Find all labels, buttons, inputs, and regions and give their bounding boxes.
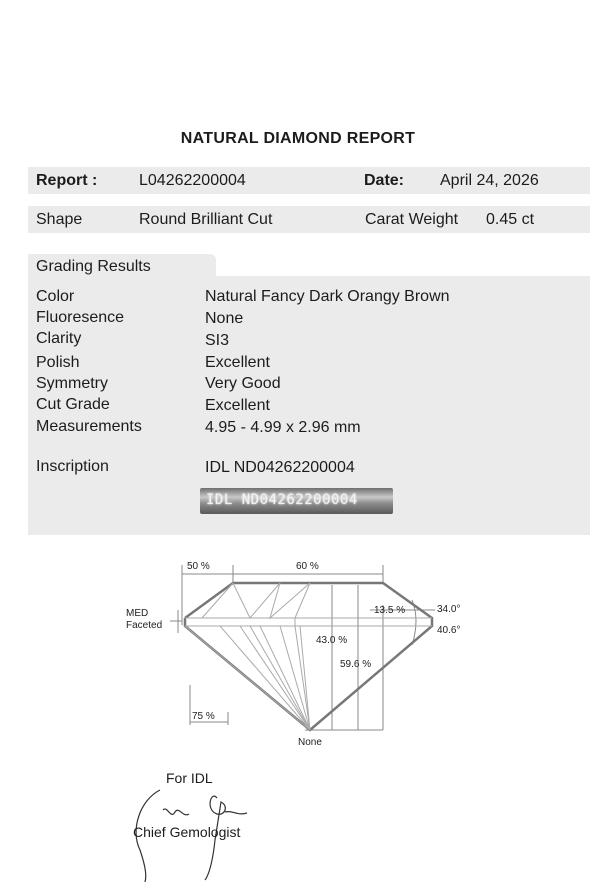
report-number: L04262200004 [139, 172, 246, 189]
report-title: NATURAL DIAMOND REPORT [180, 130, 416, 147]
carat-label: Carat Weight [365, 211, 459, 228]
report-header-band [28, 167, 590, 194]
signature-stroke-4 [225, 812, 247, 814]
grading-section-title: Grading Results [36, 258, 151, 275]
pavilion-facets [220, 626, 310, 730]
chief-gemologist-label: Chief Gemologist [133, 824, 241, 840]
cut-grade-value: Excellent [205, 397, 270, 414]
clarity-value: SI3 [205, 332, 230, 349]
girdle-inscription-engraving: IDL ND04262200004 [206, 492, 358, 508]
proportions-diagram [120, 555, 480, 755]
color-label: Color [36, 288, 75, 305]
color-value: Natural Fancy Dark Orangy Brown [205, 288, 450, 305]
shape-label: Shape [36, 211, 83, 228]
signature-stroke-2 [163, 809, 189, 815]
girdle-label-line1: MED [126, 608, 149, 619]
polish-label: Polish [36, 354, 80, 371]
total-depth-label: 59.6 % [340, 659, 372, 670]
date-value: April 24, 2026 [440, 172, 539, 189]
inscription-label: Inscription [36, 458, 109, 475]
fluorescence-value: None [205, 310, 244, 327]
crown-facet-star [202, 583, 233, 618]
pavilion-angle-label: 40.6° [437, 625, 461, 636]
fluorescence-label: Fluoresence [36, 309, 125, 326]
polish-value: Excellent [205, 354, 270, 371]
symmetry-label: Symmetry [36, 375, 108, 392]
crown-start-label: 50 % [187, 561, 210, 572]
table-label: 60 % [296, 561, 319, 572]
crown-height-label: 13.5 % [374, 605, 406, 616]
crown-angle-label: 34.0° [437, 604, 461, 615]
date-label: Date: [364, 172, 405, 189]
measurements-value: 4.95 - 4.99 x 2.96 mm [205, 419, 361, 436]
symmetry-value: Very Good [205, 375, 281, 392]
inscription-value: IDL ND04262200004 [205, 459, 355, 476]
crown-facets-left [233, 583, 310, 618]
carat-value: 0.45 ct [486, 211, 535, 228]
shape-value: Round Brilliant Cut [139, 211, 273, 228]
girdle-label-line2: Faceted [126, 620, 163, 631]
culet-label: None [298, 737, 322, 748]
pavilion-depth-label: 43.0 % [316, 635, 348, 646]
measurements-label: Measurements [36, 418, 142, 435]
crown-facet-mid [295, 583, 310, 618]
lower-half-label: 75 % [192, 711, 215, 722]
clarity-label: Clarity [36, 330, 82, 347]
shape-carat-band [28, 206, 590, 233]
cut-grade-label: Cut Grade [36, 396, 110, 413]
for-idl-label: For IDL [166, 770, 213, 786]
girdle-inscription-photo [200, 488, 393, 514]
report-label: Report : [36, 172, 98, 189]
